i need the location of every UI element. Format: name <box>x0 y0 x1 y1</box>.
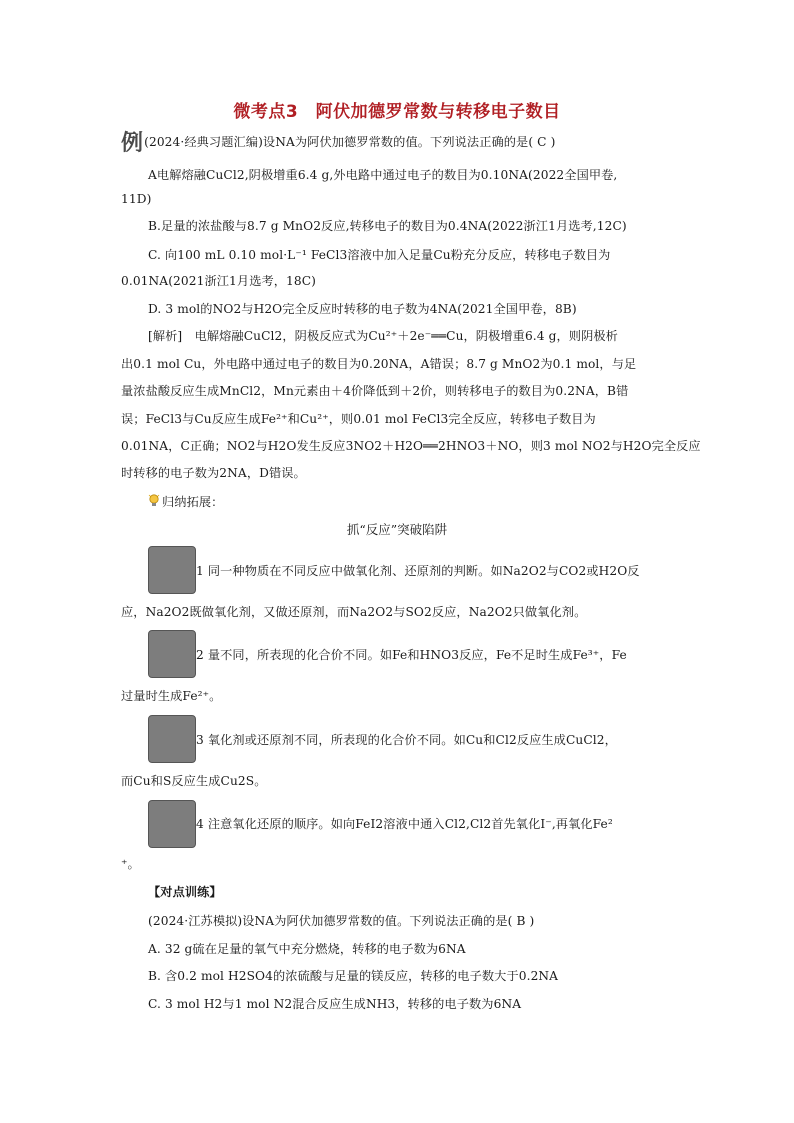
summary-item-box-4 <box>148 800 196 848</box>
practice-option-c: C. 3 mol H2与1 mol N2混合反应生成NH3，转移的电子数为6NA <box>148 997 522 1011</box>
example-stem-line <box>121 131 681 156</box>
page-title: 微考点3 阿伏加德罗常数与转移电子数目 <box>233 102 561 122</box>
summary-item-3 <box>196 732 756 748</box>
summary-item-4-cont: ⁺。 <box>121 857 140 871</box>
practice-option-b: B. 含0.2 mol H2SO4的浓硫酸与足量的镁反应，转移的电子数大于0.2NA <box>148 969 559 983</box>
summary-item-num: 2 <box>196 648 204 662</box>
example-option-c: C. 向100 mL 0.10 mol·L⁻¹ FeCl3溶液中加入足量Cu粉充分反应，转移电子数目为 <box>148 248 611 262</box>
practice-heading: 【对点训练】 <box>148 885 222 899</box>
example-stem: (2024·经典习题汇编)设NA为阿伏加德罗常数的值。下列说法正确的是( C ) <box>144 135 556 149</box>
summary-item-box-2 <box>148 630 196 678</box>
summary-item-text: 氧化剂或还原剂不同，所表现的化合价不同。如Cu和Cl2反应生成CuCl2， <box>207 733 617 747</box>
analysis-line-6: 时转移的电子数为2NA，D错误。 <box>121 466 306 480</box>
analysis-line-5: 0.01NA，C正确；NO2与H2O发生反应3NO2＋H2O══2HNO3＋NO，则3 mol NO2与H2O完全反应 <box>121 439 701 453</box>
summary-item-1 <box>196 563 756 579</box>
summary-item-3-cont: 而Cu和S反应生成Cu2S。 <box>121 774 267 788</box>
practice-option-a: A. 32 g硫在足量的氧气中充分燃烧，转移的电子数为6NA <box>148 942 466 956</box>
summary-item-2-cont: 过量时生成Fe²⁺。 <box>121 689 222 703</box>
summary-item-text: 量不同，所表现的化合价不同。如Fe和HNO3反应，Fe不足时生成Fe³⁺，Fe <box>207 648 627 662</box>
practice-stem: (2024·江苏模拟)设NA为阿伏加德罗常数的值。下列说法正确的是( B ) <box>148 914 535 928</box>
example-option-d: D. 3 mol的NO2与H2O完全反应时转移的电子数为4NA(2021全国甲卷，8B) <box>148 302 577 316</box>
example-label: 例 <box>121 131 144 156</box>
summary-item-text: 同一种物质在不同反应中做氧化剂、还原剂的判断。如Na2O2与CO2或H2O反 <box>207 564 640 578</box>
summary-item-num: 3 <box>196 733 204 747</box>
summary-item-2 <box>196 647 756 663</box>
summary-heading-line <box>148 494 708 510</box>
summary-item-text: 注意氧化还原的顺序。如向FeI2溶液中通入Cl2,Cl2首先氧化I⁻,再氧化Fe² <box>207 817 613 831</box>
analysis-line-4: 误；FeCl3与Cu反应生成Fe²⁺和Cu²⁺，则0.01 mol FeCl3完全反应，转移电子数目为 <box>121 412 596 426</box>
example-option-a-cont: 11D) <box>121 192 152 206</box>
summary-item-num: 4 <box>196 817 204 831</box>
lightbulb-icon <box>148 494 160 508</box>
summary-item-1-cont: 应，Na2O2既做氧化剂，又做还原剂，而Na2O2与SO2反应，Na2O2只做氧化剂。 <box>121 605 587 619</box>
analysis-line-1: [解析] 电解熔融CuCl2，阴极反应式为Cu²⁺＋2e⁻══Cu，阴极增重6.4 g，则阴极析 <box>148 329 618 343</box>
analysis-line-3: 量浓盐酸反应生成MnCl2，Mn元素由＋4价降低到＋2价，则转移电子的数目为0.2NA，B错 <box>121 384 629 398</box>
summary-subtitle: 抓“反应”突破陷阱 <box>346 522 448 537</box>
example-option-a: A电解熔融CuCl2,阴极增重6.4 g,外电路中通过电子的数目为0.10NA(2022全国甲卷, <box>148 168 618 182</box>
summary-item-num: 1 <box>196 564 204 578</box>
summary-item-4 <box>196 816 756 832</box>
analysis-line-2: 出0.1 mol Cu，外电路中通过电子的数目为0.20NA，A错误；8.7 g MnO2为0.1 mol，与足 <box>121 357 637 371</box>
example-option-b: B.足量的浓盐酸与8.7 g MnO2反应,转移电子的数目为0.4NA(2022浙江1月选考,12C) <box>148 219 627 233</box>
example-option-c-cont: 0.01NA(2021浙江1月选考，18C) <box>121 274 317 288</box>
summary-heading: 归纳拓展： <box>162 495 224 509</box>
summary-item-box-1 <box>148 546 196 594</box>
summary-item-box-3 <box>148 715 196 763</box>
